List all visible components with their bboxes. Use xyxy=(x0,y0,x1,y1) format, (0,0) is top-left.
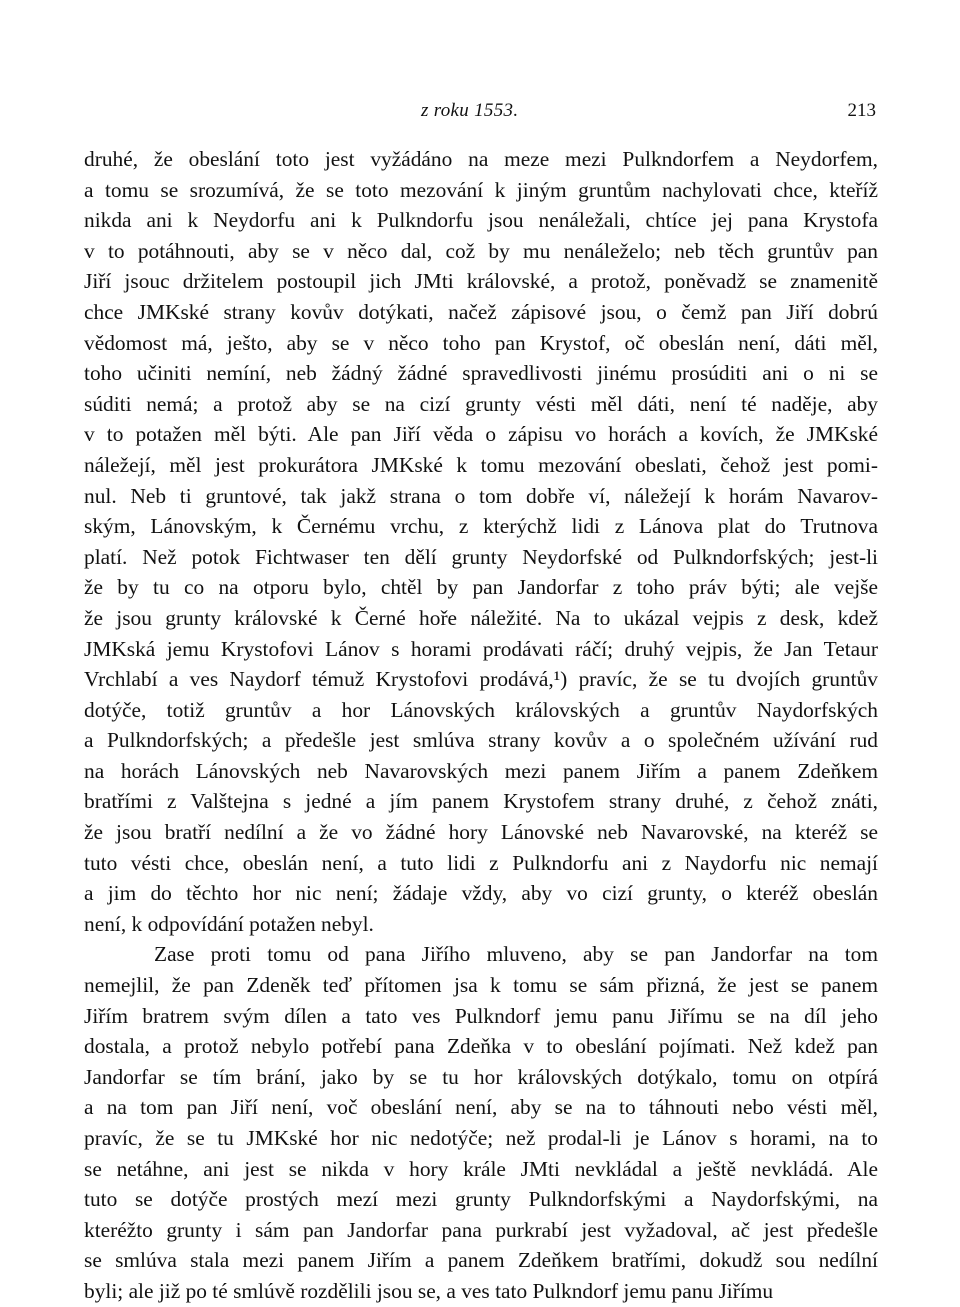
text-line: bratřími z Valštejna s jedné a jím panem Krystofem strany druhé, z čehož znáti, xyxy=(84,789,878,814)
text-body xyxy=(84,144,878,1307)
text-line: se smlúva stala mezi panem Jiřím a panem Zdeňkem bratřími, dokudž sou nedílní xyxy=(84,1248,878,1273)
text-line: tuto vésti chce, obeslán není, a tuto lidi z Pulkndorfu ani z Naydorfu nic nemají xyxy=(84,850,878,875)
text-line: Jandorfar se tím brání, jako by se tu hor královských dotýkalo, tomu on otpírá xyxy=(84,1064,878,1089)
text-line: v to potáhnouti, aby se v něco dal, což by mu nenáleželo; neb těch gruntův pan xyxy=(84,238,878,263)
text-line: súditi nemá; a protož aby se na cizí grunty vésti měl dáti, není té naděje, aby xyxy=(84,391,878,416)
paragraph xyxy=(84,144,878,939)
text-line: dostala, a protož nebylo potřebí pana Zdeňka v to obeslání pojímati. Než kdež pan xyxy=(84,1034,878,1059)
text-line: toho učiniti nemíní, neb žádný žádné spravedlivosti jinému prosúditi ani o ni se xyxy=(84,361,878,386)
text-line: a Pulkndorfských; a předešle jest smlúva strany kovův a o společném užívání rud xyxy=(84,728,878,753)
text-line: nul. Neb ti gruntové, tak jakž strana o tom dobře ví, náležejí k horám Navarov- xyxy=(84,483,878,508)
text-line: Jiřím bratrem svým dílen a tato ves Pulkndorf jemu panu Jiřímu se na díl jeho xyxy=(84,1003,878,1028)
text-line: na horách Lánovských neb Navarovských mezi panem Jiřím a panem Zdeňkem xyxy=(84,758,878,783)
text-line: není, k odpovídání potažen nebyl. xyxy=(84,911,374,936)
text-line: a jim do těchto hor nic není; žádaje vždy, aby vo cizí grunty, o kteréž obeslán xyxy=(84,881,878,906)
page-number: 213 xyxy=(847,100,876,121)
text-line: vědomost má, ješto, aby se v něco toho pan Krystof, oč obeslán není, dáti měl, xyxy=(84,330,878,355)
text-line: náležejí, měl jest prokurátora JMKské k tomu mezování obeslati, čehož jest pomi- xyxy=(84,452,878,477)
text-line: se netáhne, ani jest se nikda v hory krále JMti nevkládal a ještě nevkládá. Ale xyxy=(84,1156,878,1181)
text-line: a na tom pan Jiří není, voč obeslání není, aby se na to táhnouti nebo vésti měl, xyxy=(84,1095,878,1120)
text-line: dotýče, totiž gruntův a hor Lánovských královských a gruntův Naydorfských xyxy=(84,697,878,722)
text-line: že jsou bratří nedílní a že vo žádné hory Lánovské neb Navarovské, na kteréž se xyxy=(84,820,878,845)
text-line: a tomu se srozumívá, že se toto mezování k jiným gruntům nachylovati chce, kteříž xyxy=(84,177,878,202)
text-line: JMKská jemu Krystofovi Lánov s horami prodávati ráčí; druhý vejpis, že Jan Tetaur xyxy=(84,636,878,661)
text-line: Jiří jsouc držitelem postoupil jich JMti královské, a protož, poněvadž se znamenitě xyxy=(84,269,878,294)
paragraph xyxy=(84,939,878,1306)
text-line: nikda ani k Neydorfu ani k Pulkndorfu jsou nenáležali, chtíce jej pana Krystofa xyxy=(84,208,878,233)
text-line: v to potažen měl býti. Ale pan Jiří věda o zápisu vo horách a kovích, že JMKské xyxy=(84,422,878,447)
text-line: nemejlil, že pan Zdeněk teď přítomen jsa k tomu se sám přizná, že jest se panem xyxy=(84,973,878,998)
text-line: Vrchlabí a ves Naydorf témuž Krystofovi prodává,¹) pravíc, že se tu dvojích gruntův xyxy=(84,667,878,692)
text-line: chce JMKské strany kovův dotýkati, načež zápisové jsou, o čemž pan Jiří dobrú xyxy=(84,299,878,324)
text-line: tuto se dotýče prostých mezí mezi grunty Pulkndorfskými a Naydorfskými, na xyxy=(84,1187,878,1212)
text-line: kteréžto grunty i sám pan Jandorfar pana purkrabí jest vyžadoval, ač jest předešle xyxy=(84,1217,878,1242)
text-line: ským, Lánovským, k Černému vrchu, z kterýchž lidi z Lánova plat do Trutnova xyxy=(84,514,878,539)
text-line: Zase proti tomu od pana Jiřího mluveno, aby se pan Jandorfar na tom xyxy=(154,942,878,967)
text-line: byli; ale již po té smlúvě rozdělili jsou se, a ves tato Pulkndorf jemu panu Jiřímu xyxy=(84,1278,774,1303)
running-title: z roku 1553. xyxy=(421,100,519,121)
text-line: že by tu co na otporu bylo, chtěl by pan Jandorfar z toho práv býti; ale vejše xyxy=(84,575,878,600)
text-line: pravíc, že se tu JMKské hor nic nedotýče; než prodal-li je Lánov s horami, na to xyxy=(84,1126,878,1150)
text-line: druhé, že obeslání toto jest vyžádáno na meze mezi Pulkndorfem a Neydorfem, xyxy=(84,147,878,171)
text-line: že jsou grunty královské k Černé hoře náležité. Na to ukázal vejpis z desk, kdež xyxy=(84,605,878,630)
running-head xyxy=(0,100,960,130)
text-line: platí. Než potok Fichtwaser ten dělí grunty Neydorfské od Pulkndorfských; jest-li xyxy=(84,544,878,569)
